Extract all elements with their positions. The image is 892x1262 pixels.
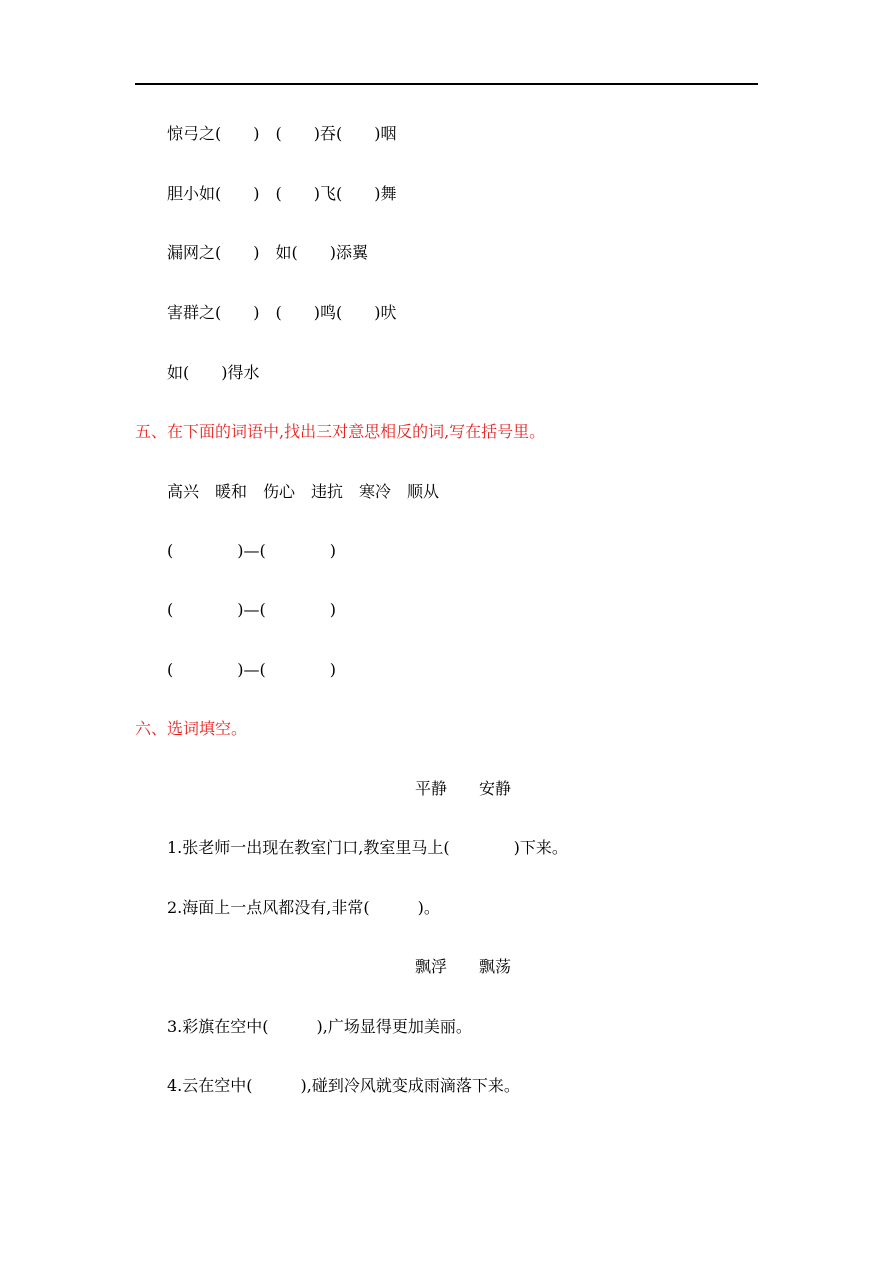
section-5-heading: 五、在下面的词语中,找出三对意思相反的词,写在括号里。 bbox=[135, 422, 546, 441]
section-6-heading: 六、选词填空。 bbox=[135, 719, 248, 738]
idiom-line-3: 漏网之( ) 如( )添翼 bbox=[167, 243, 368, 262]
header-rule bbox=[135, 83, 758, 85]
idiom-line-4: 害群之( ) ( )鸣( )吠 bbox=[167, 303, 397, 322]
word-choice-group-1: 平静 安静 bbox=[414, 779, 511, 798]
word-choice-group-2: 飘浮 飘荡 bbox=[414, 957, 511, 976]
antonym-pair-2: ( )—( ) bbox=[167, 600, 336, 619]
idiom-line-1: 惊弓之( ) ( )吞( )咽 bbox=[167, 124, 397, 143]
question-1: 1.张老师一出现在教室门口,教室里马上( )下来。 bbox=[167, 838, 568, 857]
antonym-pair-3: ( )—( ) bbox=[167, 660, 336, 679]
antonym-word-list: 高兴 暖和 伤心 违抗 寒冷 顺从 bbox=[167, 482, 440, 501]
question-2: 2.海面上一点风都没有,非常( )。 bbox=[167, 898, 440, 917]
idiom-line-5: 如( )得水 bbox=[167, 363, 260, 382]
idiom-line-2: 胆小如( ) ( )飞( )舞 bbox=[167, 184, 397, 203]
question-4: 4.云在空中( ),碰到冷风就变成雨滴落下来。 bbox=[167, 1076, 520, 1095]
antonym-pair-1: ( )—( ) bbox=[167, 541, 336, 560]
question-3: 3.彩旗在空中( ),广场显得更加美丽。 bbox=[167, 1017, 472, 1036]
